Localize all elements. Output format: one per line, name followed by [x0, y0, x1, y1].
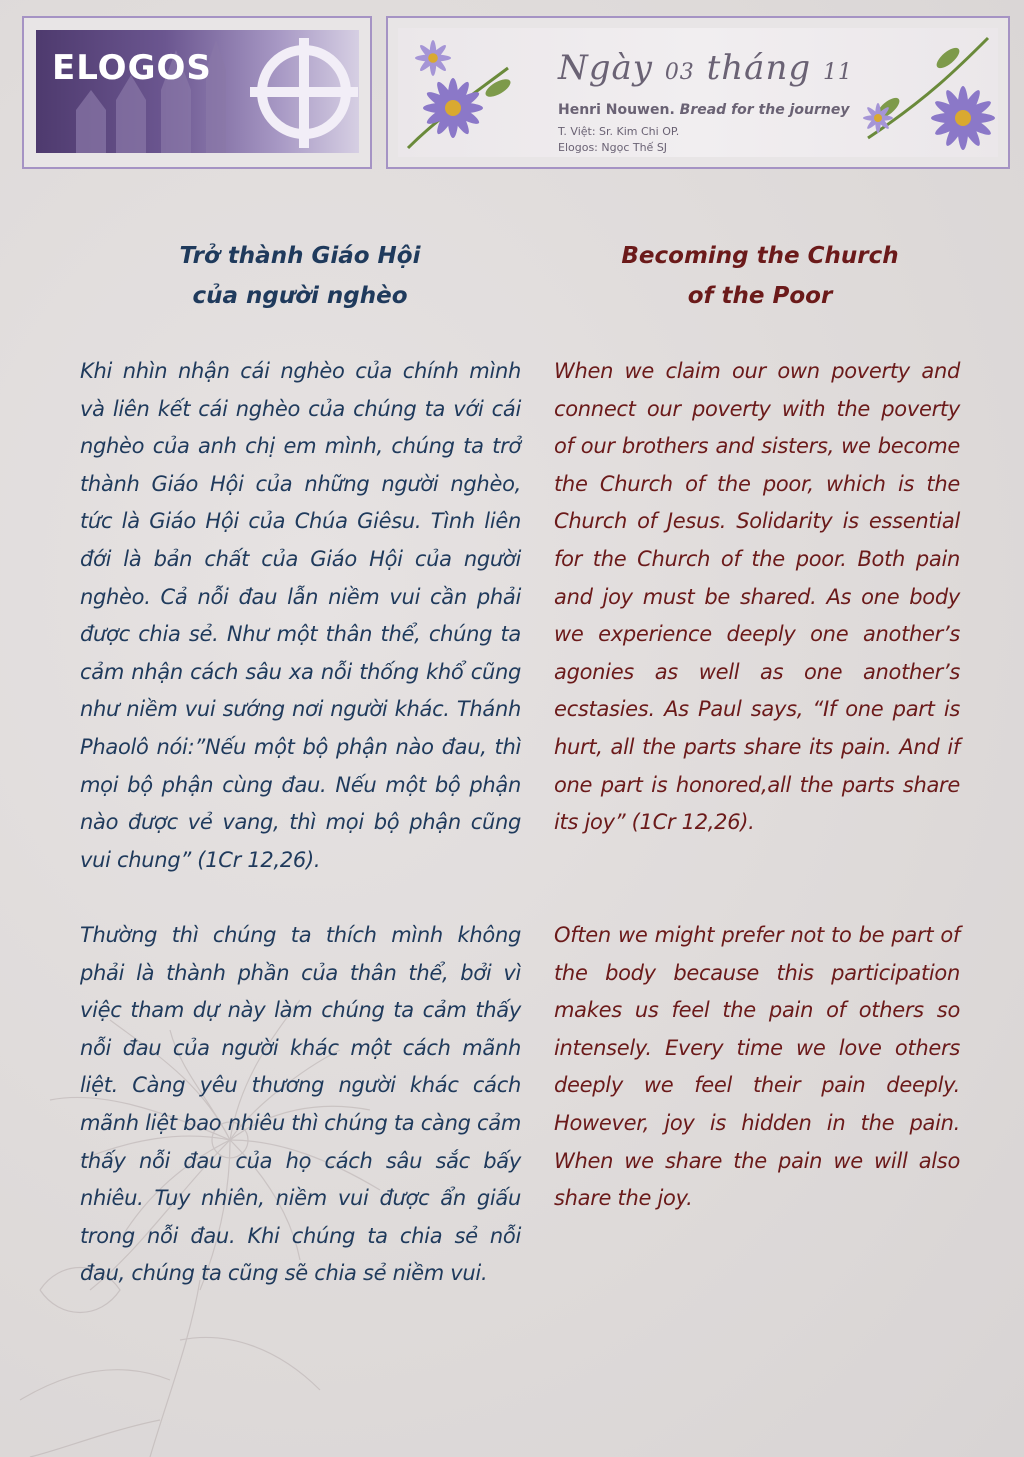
elogos-logo-frame: [22, 16, 372, 169]
date-prefix: Ngày: [558, 48, 653, 88]
vietnamese-title-line-1: Trở thành Giáo Hội: [179, 243, 421, 269]
header-banner: [386, 16, 1010, 169]
book-title: Bread for the journey: [679, 102, 850, 118]
vietnamese-paragraph-1: Khi nhìn nhận cái nghèo của chính mình và liên kết cái nghèo của chúng ta với cái nghèo của anh chị em mình, chúng ta trở thành Giáo Hội của những người nghèo, tức là Giáo Hội của Chúa Giêsu. Tình liên đới là bản chất của Giáo Hội của người nghèo. Cả nỗi đau lẫn niềm vui cần phải được chia sẻ. Như một thân thể, chúng ta cảm nhận cách sâu xa nỗi thống khổ cũng như niềm vui sướng nơi người khác. Thánh Phaolô nói:”Nếu một bộ phận nào đau, thì mọi bộ phận cùng đau. Nếu một bộ phận nào được vẻ vang, thì mọi bộ phận cũng vui chung” (1Cr 12,26).: [80, 359, 521, 872]
english-title-line-1: Becoming the Church: [621, 243, 899, 269]
vietnamese-title: [80, 236, 520, 316]
vietnamese-title-line-2: của người nghèo: [192, 283, 408, 309]
translator-credit: T. Việt: Sr. Kim Chi OP.: [558, 125, 680, 138]
vietnamese-paragraph-2: Thường thì chúng ta thích mình không phải là thành phần của thân thể, bởi vì việc tham dự này làm chúng ta cảm thấy nỗi đau của người khác một cách mãnh liệt. Càng yêu thương người khác cách mãnh liệt bao nhiêu thì chúng ta càng cảm thấy nỗi đau của họ cách sâu sắc bấy nhiêu. Tuy nhiên, niềm vui được ẩn giấu trong nỗi đau. Khi chúng ta chia sẻ nỗi đau, chúng ta cũng sẽ chia sẻ niềm vui.: [80, 923, 521, 1286]
elogos-logo: [36, 30, 359, 153]
english-title-line-2: of the Poor: [687, 283, 833, 309]
author-name: Henri Nouwen.: [558, 102, 675, 118]
english-paragraph-2: Often we might prefer not to be part of the body because this participation makes us feel the pain of others so intensely. Every time we love others deeply we feel their pain deeply. However, joy is hidden in the pain. When we share the pain we will also share the joy.: [554, 923, 960, 1211]
author-line: [558, 102, 849, 118]
date-line: [558, 48, 853, 88]
english-title: [540, 236, 980, 316]
logo-text: ELOGOS: [52, 48, 212, 88]
date-day: 03: [664, 60, 695, 85]
date-month-word: tháng: [706, 48, 812, 88]
banner-inner: [398, 28, 998, 157]
publisher-credit: Elogos: Ngọc Thế SJ: [558, 141, 668, 154]
english-paragraph-1: When we claim our own poverty and connect our poverty with the poverty of our brothers and sisters, we become the Church of the poor, which is the Church of Jesus. Solidarity is essential for the Church of the poor. Both pain and joy must be shared. As one body we experience deeply one another’s agonies as well as one another’s ecstasies. As Paul says, “If one part is hurt, all the parts share its pain. And if one part is honored,all the parts share its joy” (1Cr 12,26).: [554, 359, 960, 835]
date-month: 11: [822, 60, 853, 85]
